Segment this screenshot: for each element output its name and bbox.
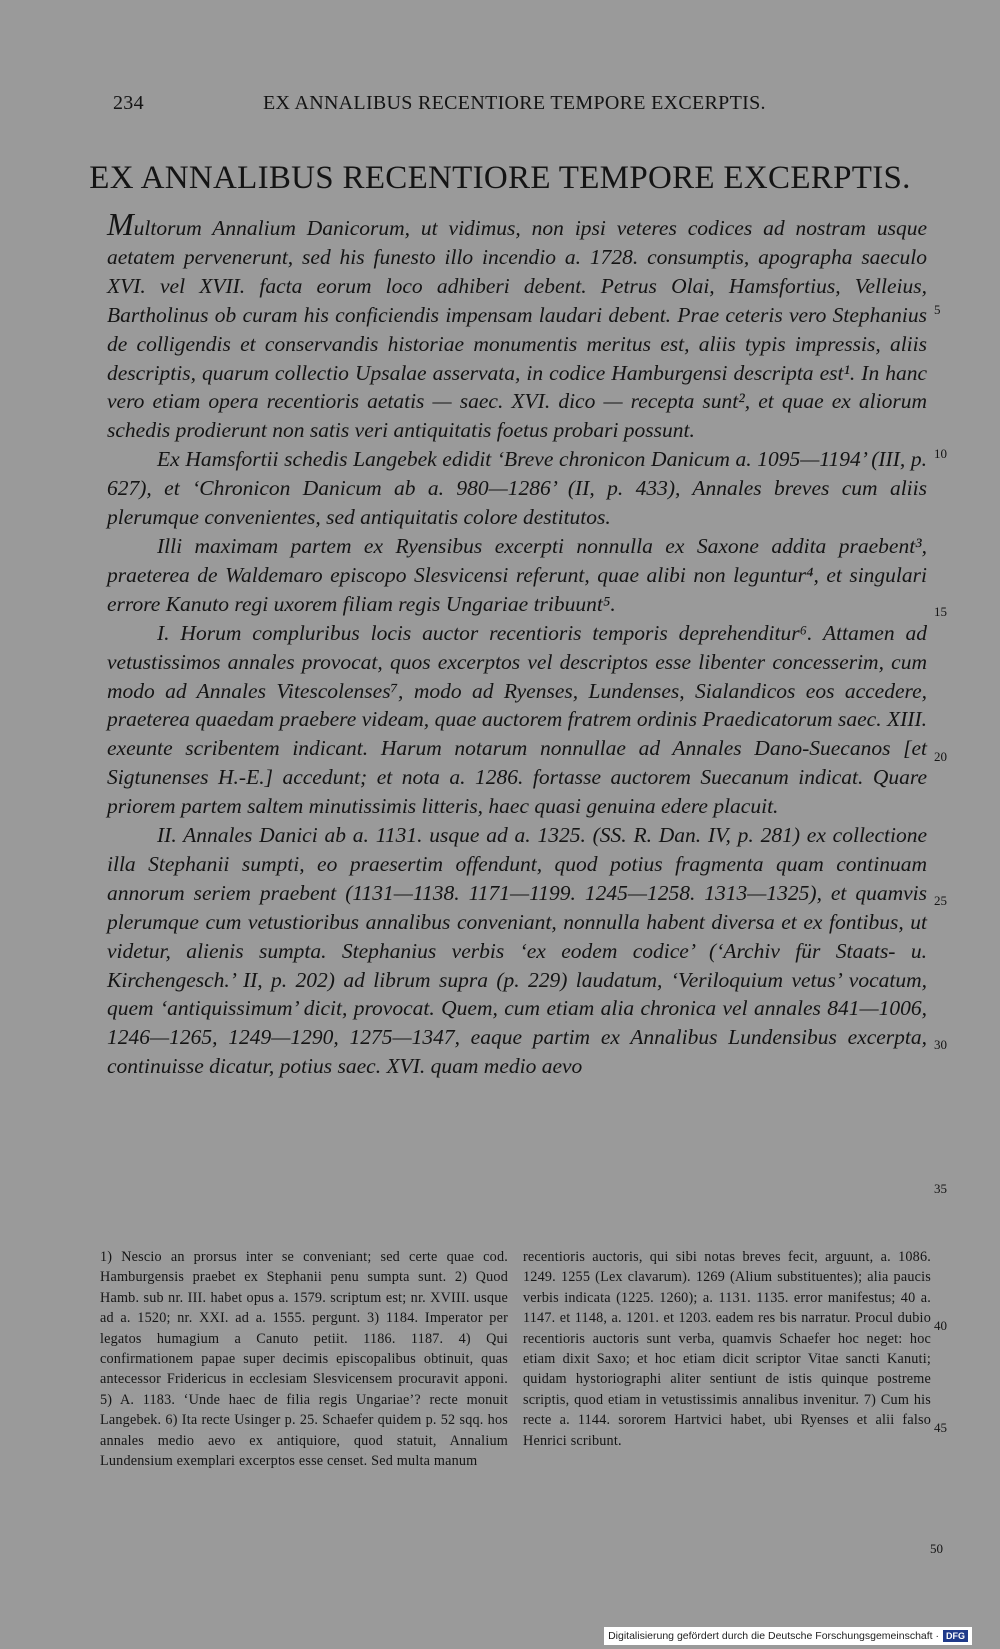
running-head (105, 86, 905, 120)
footnote-line-number-45: 45 (934, 1420, 947, 1435)
digitization-credit (604, 1627, 972, 1645)
line-number-35: 35 (934, 1181, 947, 1196)
credit-text: Digitalisierung gefördert durch die Deutsche Forschungsgemeinschaft · (608, 1630, 939, 1642)
page-number: 234 (113, 92, 144, 114)
footnotes-left-text: 1) Nescio an prorsus inter se conveniant; sed certe quae cod. Hamburgensis praebet ex Stephanii penu sumpta sunt. 2) Quod Hamb. sub nr. III. habet opus a. 1579. scriptum est; nr. XVIII. usque ad a. 1520; nr. XXI. ad a. 1555. pergunt. 3) 1184. Imperator per legatos humagium a Canuto petiit. 1186. 1187. 4) Qui confirmationem papae super decimis episcopalibus obtinuit, quas antecessor Fridericus in ecclesiam Slesvicensem procuravit apponi. 5) A. 1183. ‘Unde haec de filia regis Ungariae’? recte monuit Langebek. 6) Ita recte Usinger p. 25. Schaefer quidem p. 52 sqq. hos annales medio aevo ex antiquiore, quod statuit, Annalium Lundensium exemplari excerptos esse censet. Sed multa manum (100, 1249, 508, 1470)
page-title: EX ANNALIBUS RECENTIORE TEMPORE EXCERPTIS. (89, 160, 911, 196)
line-number-15: 15 (934, 604, 947, 619)
line-number-5: 5 (934, 302, 941, 317)
paragraph-5: II. Annales Danici ab a. 1131. usque ad a. 1325. (SS. R. Dan. IV, p. 281) ex collectione illa Stephanii sumpti, eo praesertim offendunt, quod potius fragmenta quam continuam annorum seriem praebent (1131—1138. 1171—1199. 1245—1258. 1313—1325), et quamvis plerumque cum vetustioribus annalibus conveniant, nonnulla habent diversa et ex fontibus, ut videtur, alienis sumpta. Stephanius verbis ‘ex eodem codice’ (‘Archiv für Staats- u. Kirchengesch.’ II, p. 202) ad librum supra (p. 229) laudatum, ‘Veriloquium vetus’ vocatum, quem ‘antiquissimum’ dicit, provocat. Quem, cum etiam alia chronica vel annales 841—1006, 1246—1265, 1249—1290, 1275—1347, eaque partim ex Annalibus Lundensibus excerpta, continuisse dicatur, potius saec. XVI. quam medio aevo (107, 823, 927, 1079)
line-number-20: 20 (934, 749, 947, 764)
dfg-logo: DFG (943, 1630, 968, 1642)
line-number-10: 10 (934, 446, 947, 461)
footnotes-left-column (100, 1247, 508, 1471)
footnotes-right-text: recentioris auctoris, qui sibi notas breves fecit, arguunt, a. 1086. 1249. 1255 (Lex clavarum). 1269 (Alium substituentes); alia paucis verbis indicata (1225. 1260); a. 1131. 1135. error manifestus; 40 a. 1147. et 1148, a. 1201. et 1203. eadem res bis narratur. Procul dubio recentioris auctoris sunt verba, quamvis Schaefer hoc neget: hoc etiam dixit Saxo; et hoc etiam dicit scriptor Vitae sancti Kanuti; quidam hystoriographi aliter sentiunt de istis quinque postreme scriptis, quod etiam in vetustissimis annalibus invenitur. 7) Cum his recte a. 1144. sororem Hartvici habet, ubi Ryenses et alii falso Henrici scribunt. (523, 1249, 931, 1449)
paragraph-3: Illi maximam partem ex Ryensibus excerpti nonnulla ex Saxone addita praebent³, praeterea de Waldemaro episcopo Slesvicensi referunt, quae alibi non leguntur⁴, et singulari errore Kanuto regi uxorem filiam regis Ungariae tribuunt⁵. (107, 533, 927, 616)
paragraph-4: I. Horum compluribus locis auctor recentioris temporis deprehenditur⁶. Attamen ad vetustissimos annales provocat, quos excerptos vel descriptos esse libenter concesserim, cum modo ad Annales Vitescolenses⁷, modo ad Ryenses, Lundenses, Sialandicos eos accedere, praeterea quaedam praebere videam, quae auctorem fratrem ordinis Praedicatorum saec. XIII. exeunte scribentem indicant. Harum notarum nonnullae ad Annales Dano-Suecanos [et Sigtunenses H.-E.] accedunt; et nota a. 1286. fortasse auctorem Suecanum indicat. Quare priorem partem saltem minutissimis litteris, haec quasi genuina edere placuit. (107, 620, 927, 819)
running-title: EX ANNALIBUS RECENTIORE TEMPORE EXCERPTIS. (263, 92, 766, 114)
paragraph-2: Ex Hamsfortii schedis Langebek edidit ‘Breve chronicon Danicum a. 1095—1194’ (III, p. 627), et ‘Chronicon Danicum ab a. 980—1286’ (II, p. 433), Annales breves cum aliis plerumque convenientes, sed antiquitatis colore destitutos. (107, 447, 927, 530)
line-number-30: 30 (934, 1037, 947, 1052)
drop-cap: M (107, 206, 134, 242)
line-number-25: 25 (934, 893, 947, 908)
main-text (107, 206, 927, 1081)
paragraph-1 (107, 206, 927, 445)
footnotes-right-column (523, 1247, 931, 1451)
folio-number: 50 (930, 1541, 943, 1556)
paragraph-1-text: ultorum Annalium Danicorum, ut vidimus, non ipsi veteres codices ad nostram usque aetatem pervenerunt, sed his funesto illo incendio a. 1728. consumptis, apographa saeculo XVI. vel XVII. facta eorum loco adhiberi debent. Petrus Olai, Hamsfortius, Velleius, Bartholinus ob curam his conficiendis impensam laudari debent. Prae ceteris vero Stephanius de colligendis et conservandis historiae monumentis meritus est, aliis typis impressis, aliis descriptis, quarum collectio Upsalae asservata, in codice Hamburgensi descripta est¹. In hanc vero etiam opera recentioris aetatis — saec. XVI. dico — recepta sunt², et quae ex aliorum schedis prodierunt non satis veri antiquitatis foetus probari possunt. (107, 216, 927, 443)
footnote-line-number-40: 40 (934, 1318, 947, 1333)
